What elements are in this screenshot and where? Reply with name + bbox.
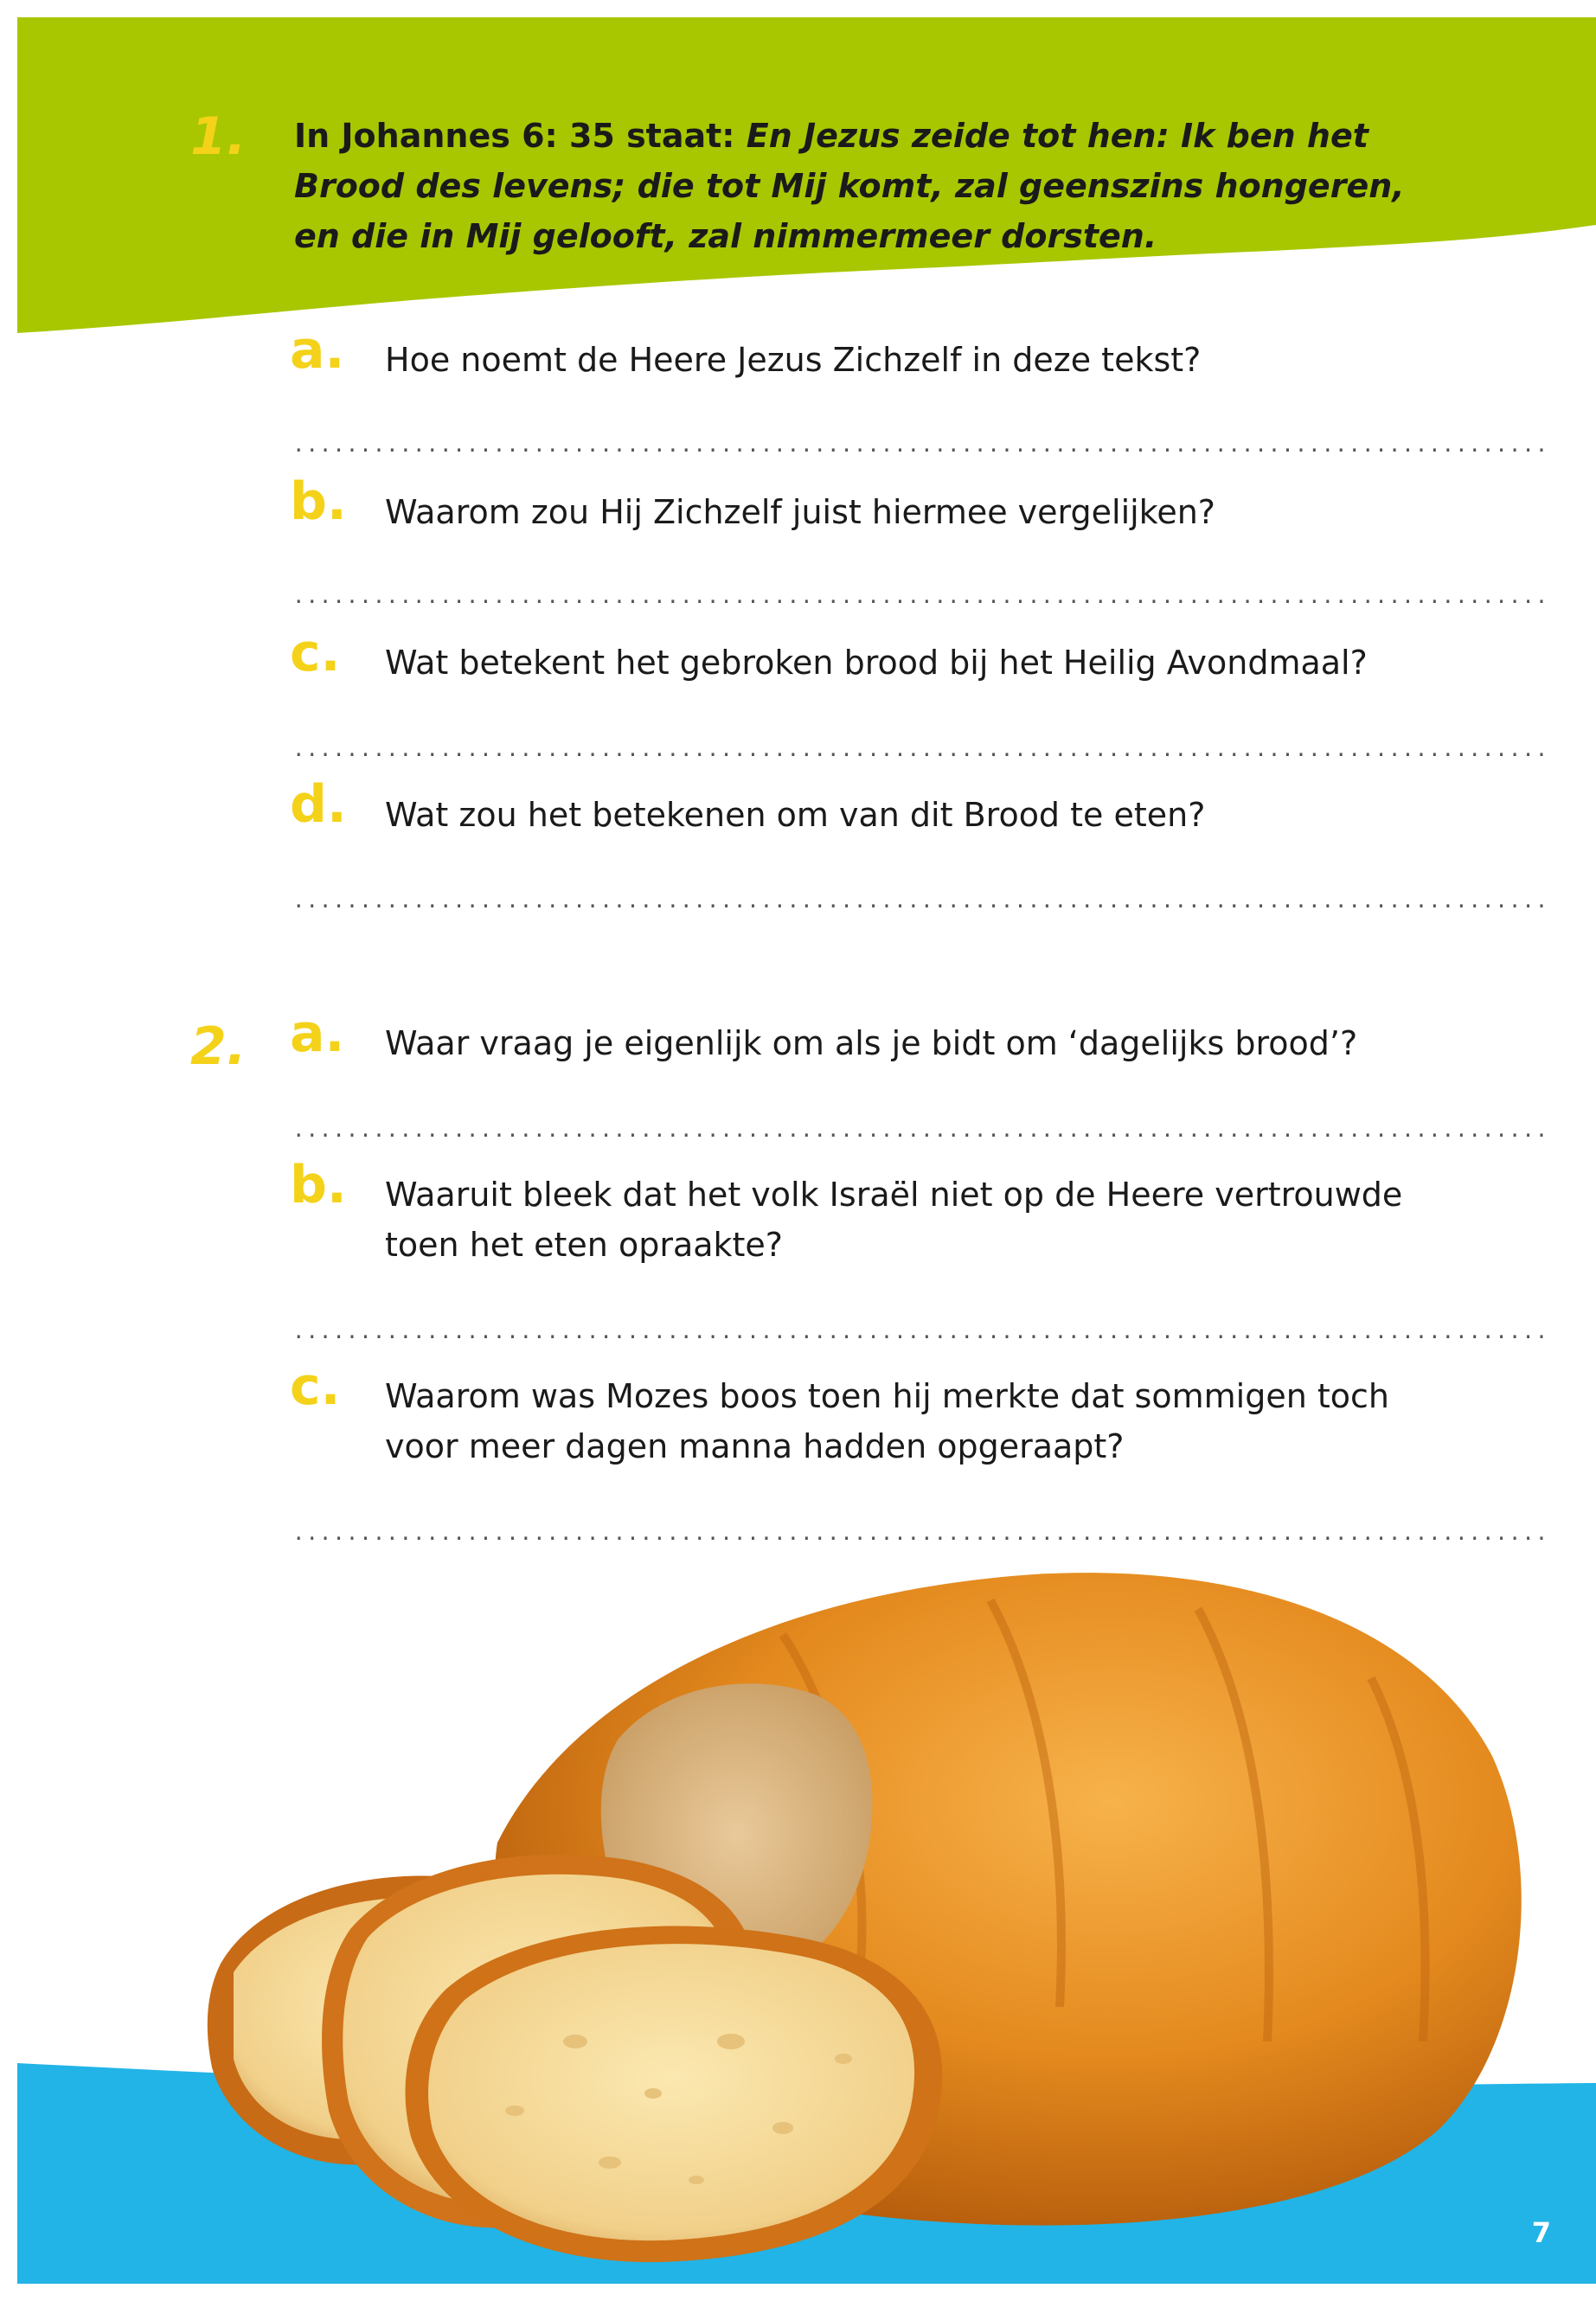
item-letter-2c: c. bbox=[290, 1356, 341, 1417]
question-number-1: 1. bbox=[190, 106, 247, 167]
question-1c-text: Wat betekent het gebroken brood bij het Heilig Avondmaal? bbox=[385, 644, 1368, 682]
answer-line-1c[interactable]: .............................................................................................. bbox=[292, 737, 1549, 761]
item-letter-1b: b. bbox=[290, 471, 347, 532]
question-2c-text: Waarom was Mozes boos toen hij merkte dat sommigen toch voor meer dagen manna hadden opgeraapt? bbox=[385, 1377, 1389, 1465]
question-1d-text: Wat zou het betekenen om van dit Brood te eten? bbox=[385, 796, 1206, 834]
item-letter-2b: b. bbox=[290, 1155, 347, 1215]
item-letter-1d: d. bbox=[290, 774, 347, 835]
answer-line-1a[interactable]: .............................................................................................. bbox=[292, 433, 1549, 457]
question-1a-text: Hoe noemt de Heere Jezus Zichzelf in deze tekst? bbox=[385, 341, 1202, 379]
answer-line-2c[interactable]: .............................................................................................. bbox=[292, 1521, 1549, 1545]
question-1-intro bbox=[294, 111, 1445, 261]
question-2a-text: Waar vraag je eigenlijk om als je bidt om ‘dagelijks brood’? bbox=[385, 1024, 1358, 1062]
answer-line-1d[interactable]: .............................................................................................. bbox=[292, 888, 1549, 913]
answer-line-1b[interactable]: .............................................................................................. bbox=[292, 584, 1549, 608]
question-1b-text: Waarom zou Hij Zichzelf juist hiermee vergelijken? bbox=[385, 493, 1215, 531]
bible-quote: En Jezus zeide tot hen: Ik ben het Brood des levens; die tot Mij komt, zal geenszins hongeren, en die in Mij gelooft, zal nimmermeer dorsten. bbox=[294, 117, 1405, 255]
item-letter-1a: a. bbox=[290, 320, 345, 381]
question-number-2: 2. bbox=[190, 1016, 247, 1077]
worksheet-page bbox=[17, 17, 1596, 2284]
question-2b-text: Waaruit bleek dat het volk Israël niet op de Heere vertrouwde toen het eten opraakte? bbox=[385, 1176, 1403, 1264]
answer-line-2b[interactable]: .............................................................................................. bbox=[292, 1319, 1549, 1343]
item-letter-2a: a. bbox=[290, 1003, 345, 1064]
answer-line-2a[interactable]: .............................................................................................. bbox=[292, 1118, 1549, 1142]
item-letter-1c: c. bbox=[290, 623, 341, 683]
intro-prefix: In Johannes 6: 35 staat: bbox=[294, 117, 747, 155]
bread-loaf-image bbox=[125, 1557, 1553, 2266]
page-number: 7 bbox=[1531, 2216, 1551, 2249]
